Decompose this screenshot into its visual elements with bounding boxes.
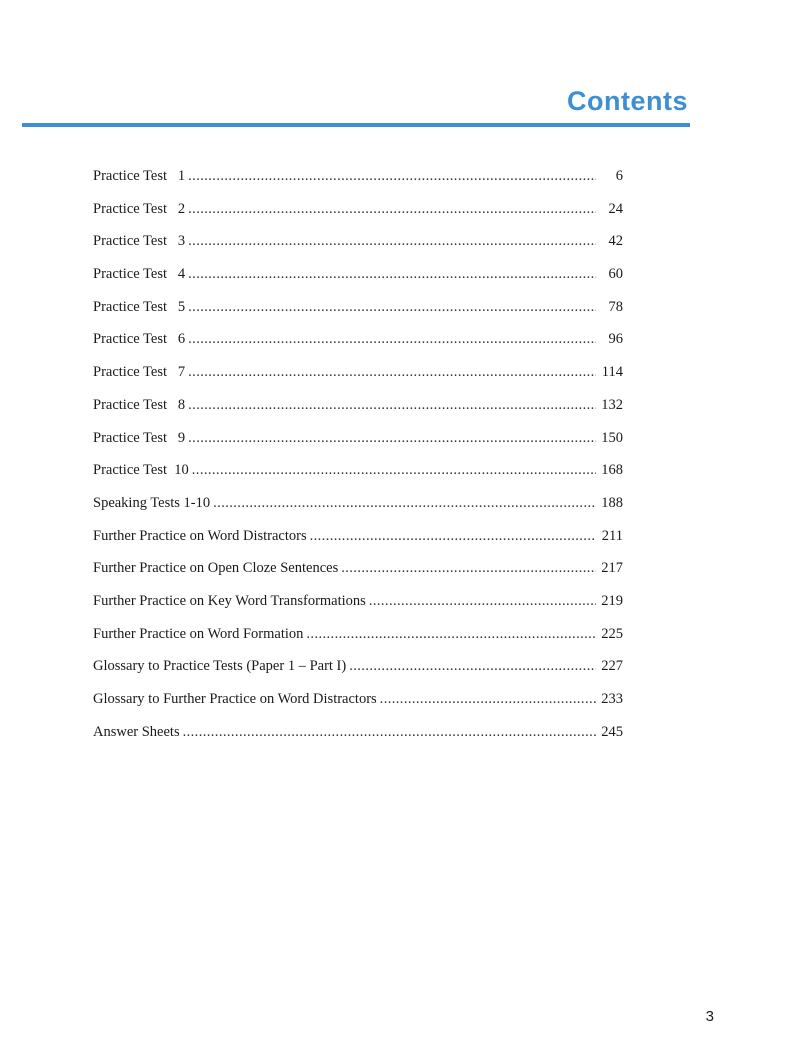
toc-item-label: Practice Test 8 bbox=[93, 396, 186, 413]
toc-item-page: 188 bbox=[601, 494, 623, 511]
toc-item-label: Answer Sheets bbox=[93, 723, 180, 740]
toc-item bbox=[93, 489, 623, 522]
toc-item-label: Further Practice on Word Formation bbox=[93, 625, 304, 642]
toc-item bbox=[93, 293, 623, 326]
toc-item-leader bbox=[188, 162, 596, 190]
toc-item bbox=[93, 162, 623, 195]
toc-item-leader bbox=[183, 718, 596, 746]
toc-item bbox=[93, 587, 623, 620]
toc-item-leader bbox=[306, 620, 596, 648]
toc-item-leader bbox=[188, 293, 596, 321]
toc-item-leader bbox=[341, 554, 596, 582]
toc-item-page: 60 bbox=[608, 266, 623, 283]
toc-item-page: 168 bbox=[601, 462, 623, 479]
toc-item-leader bbox=[192, 456, 596, 484]
toc-item-label: Practice Test 1 bbox=[93, 168, 186, 184]
toc-item-label: Practice Test 5 bbox=[93, 298, 186, 315]
toc-item-page: 24 bbox=[608, 200, 623, 217]
toc-item-page: 217 bbox=[601, 560, 623, 577]
page-number: 3 bbox=[705, 1008, 714, 1025]
toc-item-page: 219 bbox=[601, 592, 623, 609]
toc-item-leader bbox=[213, 489, 596, 517]
toc-item-label: Further Practice on Open Cloze Sentences bbox=[93, 560, 339, 577]
toc-item-page: 114 bbox=[601, 364, 623, 381]
toc-item bbox=[93, 685, 623, 718]
toc-item-page: 150 bbox=[601, 429, 623, 446]
title-rule bbox=[22, 123, 690, 127]
toc-item-label: Practice Test 3 bbox=[93, 233, 186, 250]
toc-item-label: Further Practice on Word Distractors bbox=[93, 527, 307, 544]
toc-item-leader bbox=[188, 227, 596, 255]
toc-item bbox=[93, 227, 623, 260]
toc-item-leader bbox=[188, 260, 596, 288]
toc-item-page: 227 bbox=[601, 658, 623, 675]
toc-item bbox=[93, 456, 623, 489]
toc-item-leader bbox=[369, 587, 596, 615]
toc-item-leader bbox=[188, 391, 596, 419]
toc-item bbox=[93, 358, 623, 391]
toc-item bbox=[93, 325, 623, 358]
toc-item-label: Practice Test 6 bbox=[93, 331, 186, 348]
toc-item-leader bbox=[349, 652, 596, 680]
toc-item-label: Practice Test 4 bbox=[93, 266, 186, 283]
toc-item-page: 225 bbox=[601, 625, 623, 642]
toc-item-label: Glossary to Practice Tests (Paper 1 – Part I) bbox=[93, 658, 347, 675]
toc-item-page: 233 bbox=[601, 691, 623, 707]
toc-item-leader bbox=[188, 325, 596, 353]
toc-item-leader bbox=[188, 424, 596, 452]
toc-item-label: Practice Test 2 bbox=[93, 200, 186, 217]
toc-item-page: 245 bbox=[601, 723, 623, 740]
toc-item-label: Practice Test 7 bbox=[93, 364, 186, 381]
toc-item bbox=[93, 424, 623, 457]
toc-item-page: 211 bbox=[601, 527, 623, 544]
toc-item bbox=[93, 554, 623, 587]
toc-item-leader bbox=[188, 358, 596, 386]
toc-item bbox=[93, 652, 623, 685]
toc-item-label: Further Practice on Key Word Transformations bbox=[93, 592, 366, 609]
toc-item bbox=[93, 260, 623, 293]
toc-item-page: 96 bbox=[608, 331, 623, 348]
toc-item-leader bbox=[380, 685, 596, 713]
toc-item-label: Practice Test 10 bbox=[93, 462, 189, 479]
toc-item bbox=[93, 522, 623, 555]
toc-item-label: Practice Test 9 bbox=[93, 429, 186, 446]
toc-item bbox=[93, 195, 623, 228]
toc-item-label: Glossary to Further Practice on Word Distractors bbox=[93, 691, 377, 707]
toc-item-page: 132 bbox=[601, 396, 623, 413]
toc-item-leader bbox=[310, 522, 596, 550]
toc-item-leader bbox=[188, 195, 596, 223]
table-of-contents bbox=[93, 162, 623, 750]
toc-item-page: 78 bbox=[608, 298, 623, 315]
toc-item bbox=[93, 391, 623, 424]
toc-item-page: 42 bbox=[608, 233, 623, 250]
toc-item-label: Speaking Tests 1-10 bbox=[93, 494, 211, 511]
toc-item bbox=[93, 718, 623, 751]
toc-item-page: 6 bbox=[615, 168, 623, 184]
page-title: Contents bbox=[567, 86, 688, 116]
toc-item bbox=[93, 620, 623, 653]
